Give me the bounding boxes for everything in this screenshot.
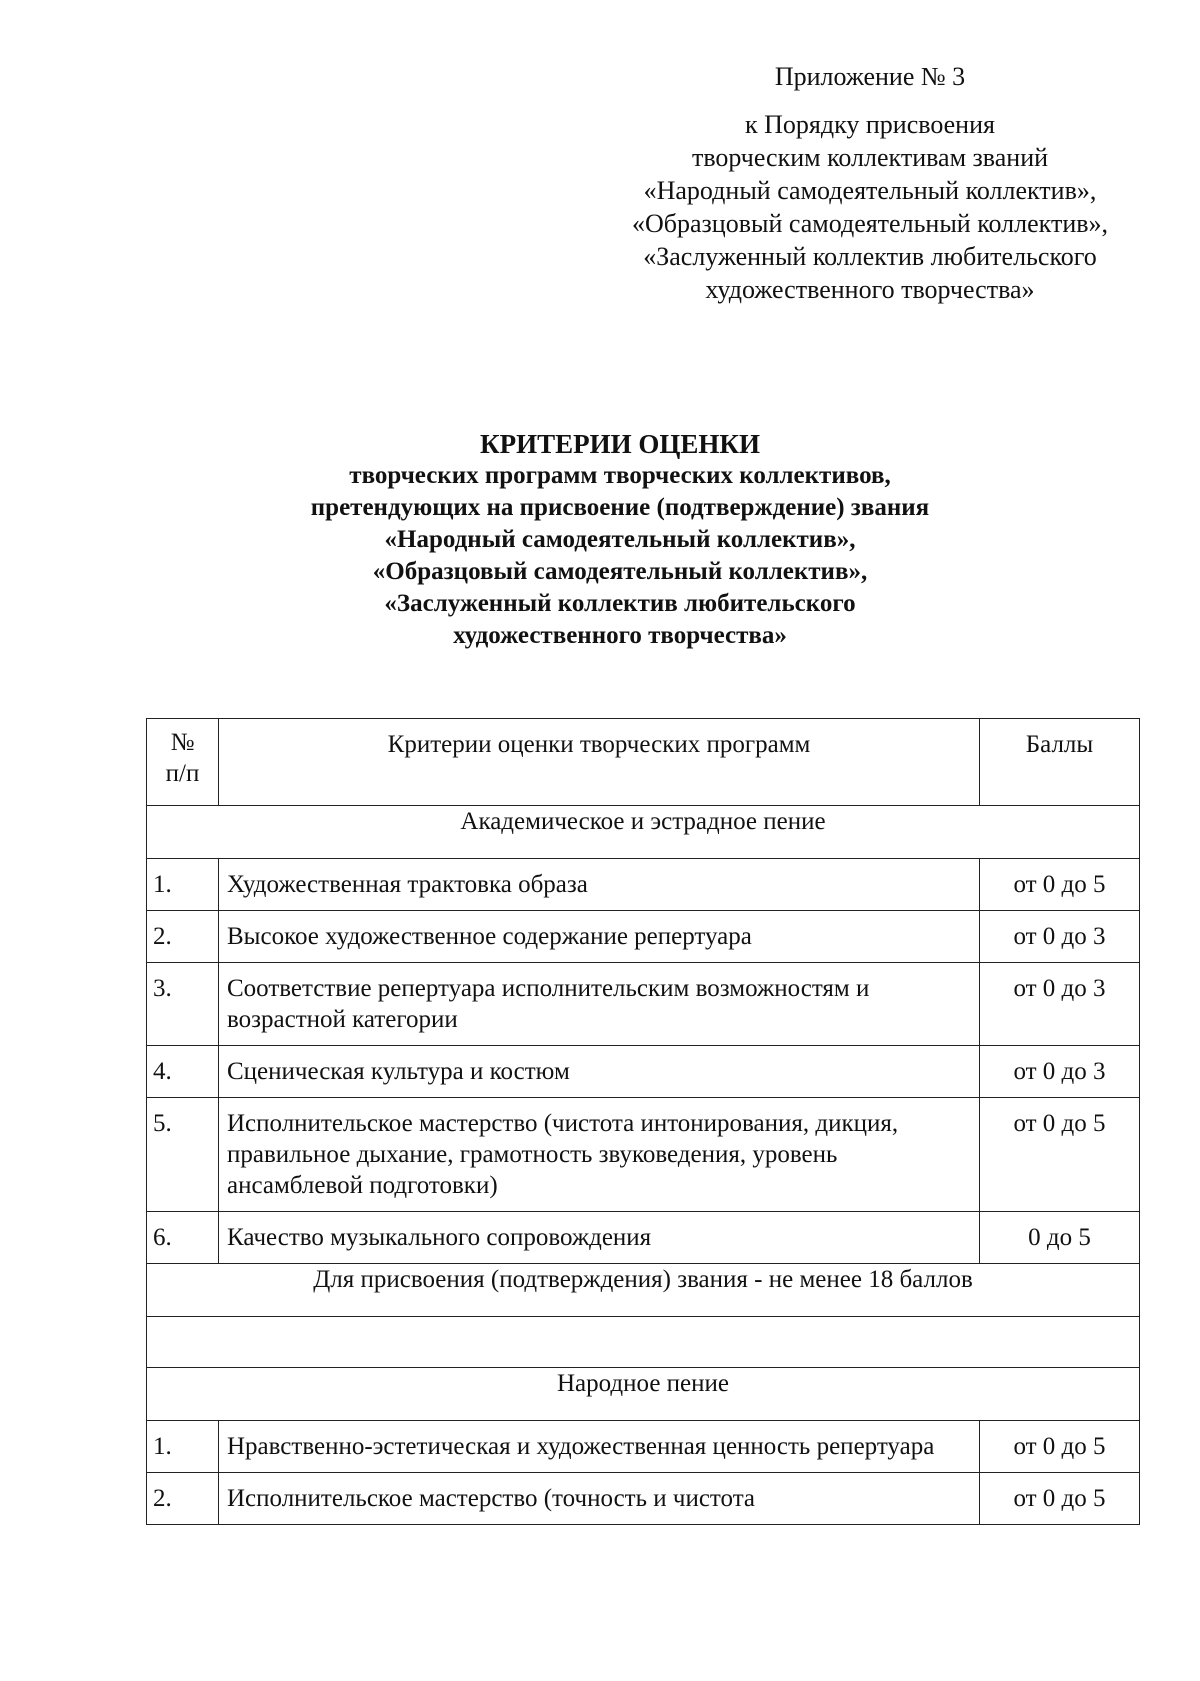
table-row: [147, 963, 1140, 1046]
row-criteria: Соответствие репертуара исполнительским возможностям и возрастной категории: [219, 963, 980, 1046]
row-criteria: Исполнительское мастерство (точность и чистота: [219, 1473, 980, 1525]
section-title: Академическое и эстрадное пение: [147, 806, 1140, 859]
empty-cell: [147, 1317, 1140, 1368]
row-number: 1.: [147, 859, 219, 911]
row-number: 6.: [147, 1212, 219, 1264]
heading-line: творческих программ творческих коллективов,: [349, 462, 891, 489]
header-criteria: Критерии оценки творческих программ: [219, 719, 980, 806]
row-criteria: Художественная трактовка образа: [219, 859, 980, 911]
row-criteria: Сценическая культура и костюм: [219, 1046, 980, 1098]
row-number: 1.: [147, 1421, 219, 1473]
table-row: [147, 1212, 1140, 1264]
row-score: от 0 до 3: [980, 1046, 1140, 1098]
appendix-line: «Народный самодеятельный коллектив»,: [643, 176, 1097, 205]
appendix-line: «Заслуженный коллектив любительского: [643, 242, 1097, 271]
row-criteria: Нравственно-эстетическая и художественная ценность репертуара: [219, 1421, 980, 1473]
appendix-line: к Порядку присвоения: [745, 110, 995, 139]
row-score: от 0 до 5: [980, 1098, 1140, 1212]
threshold-note-row: [147, 1264, 1140, 1317]
header-score: Баллы: [980, 719, 1140, 806]
table-row: [147, 1421, 1140, 1473]
table-row: [147, 1046, 1140, 1098]
row-score: от 0 до 5: [980, 859, 1140, 911]
row-score: от 0 до 5: [980, 1421, 1140, 1473]
appendix-line: художественного творчества»: [705, 275, 1035, 304]
empty-row: [147, 1317, 1140, 1368]
row-score: от 0 до 3: [980, 963, 1140, 1046]
row-number: 3.: [147, 963, 219, 1046]
row-number: 5.: [147, 1098, 219, 1212]
heading-line: претендующих на присвоение (подтверждение) звания: [310, 494, 930, 521]
row-score: от 0 до 3: [980, 911, 1140, 963]
table-row: [147, 859, 1140, 911]
appendix-block: [600, 60, 1140, 306]
heading-line: «Заслуженный коллектив любительского: [384, 590, 856, 617]
section-heading-row: [147, 1368, 1140, 1421]
table-row: [147, 911, 1140, 963]
header-number: [147, 719, 219, 806]
threshold-note: Для присвоения (подтверждения) звания - не менее 18 баллов: [147, 1264, 1140, 1317]
heading-line: художественного творчества»: [453, 622, 787, 649]
section-title: Народное пение: [147, 1368, 1140, 1421]
table-row: [147, 1098, 1140, 1212]
row-criteria: Качество музыкального сопровождения: [219, 1212, 980, 1264]
row-score: от 0 до 5: [980, 1473, 1140, 1525]
header-number-abbr: п/п: [165, 760, 200, 787]
row-score: 0 до 5: [980, 1212, 1140, 1264]
document-heading: [150, 428, 1090, 652]
heading-line: «Образцовый самодеятельный коллектив»,: [372, 558, 868, 585]
row-number: 2.: [147, 911, 219, 963]
row-criteria: Высокое художественное содержание репертуара: [219, 911, 980, 963]
heading-line: «Народный самодеятельный коллектив»,: [384, 526, 856, 553]
row-number: 4.: [147, 1046, 219, 1098]
header-number-symbol: №: [170, 729, 195, 756]
row-criteria: Исполнительское мастерство (чистота интонирования, дикция, правильное дыхание, грамотность звуковедения, уровень ансамблевой подготовки): [219, 1098, 980, 1212]
section-heading-row: [147, 806, 1140, 859]
heading-title: КРИТЕРИИ ОЦЕНКИ: [480, 429, 760, 459]
appendix-title: Приложение № 3: [774, 62, 966, 91]
table-row: [147, 1473, 1140, 1525]
row-number: 2.: [147, 1473, 219, 1525]
table-header-row: [147, 719, 1140, 806]
appendix-line: творческим коллективам званий: [691, 143, 1049, 172]
criteria-table: [146, 718, 1140, 1525]
appendix-line: «Образцовый самодеятельный коллектив»,: [631, 209, 1109, 238]
